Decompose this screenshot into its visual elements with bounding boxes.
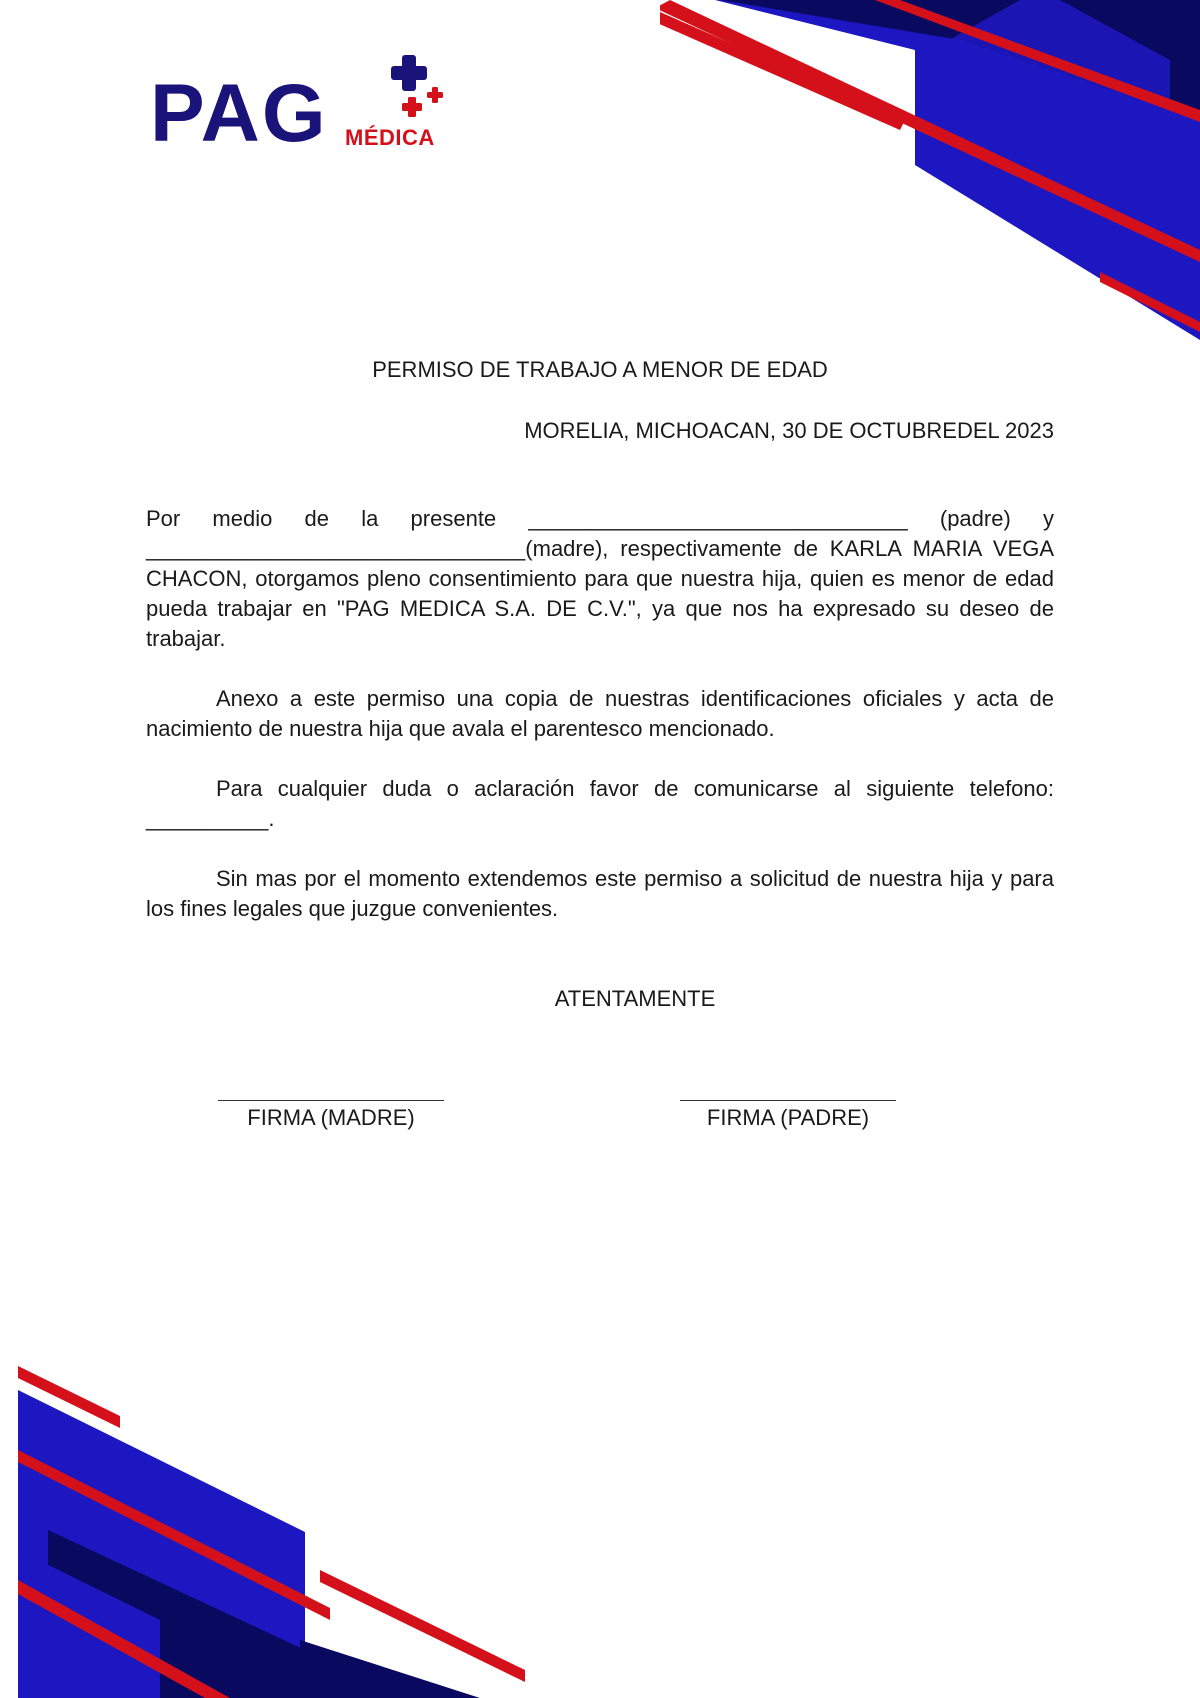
signature-label-madre: FIRMA (MADRE) [247, 1105, 415, 1130]
signature-line [218, 1078, 444, 1101]
closing-salutation: ATENTAMENTE [554, 986, 716, 1011]
document-body [146, 504, 1054, 954]
paragraph-closing: Sin mas por el momento extendemos este permiso a solicitud de nuestra hija y para los fines legales que juzgue convenientes. [146, 866, 1054, 921]
logo-medica-text: MÉDICA [345, 125, 435, 150]
signature-block-madre [218, 1078, 444, 1131]
logo-pag-text: PAG [150, 68, 328, 159]
document-title: PERMISO DE TRABAJO A MENOR DE EDAD [372, 357, 828, 382]
paragraph-contact: Para cualquier duda o aclaración favor de comunicarse al siguiente telefono: __________. [146, 776, 1054, 831]
signature-line [680, 1078, 896, 1101]
place-date: MORELIA, MICHOACAN, 30 DE OCTUBREDEL 2023 [524, 418, 1054, 443]
signature-label-padre: FIRMA (PADRE) [706, 1105, 870, 1130]
signature-block-padre [680, 1078, 896, 1131]
medical-cross-icon [388, 55, 450, 125]
top-right-decoration [660, 0, 1200, 340]
paragraph-consent: Por medio de la presente _______________________________ (padre) y _______________________________(madre), respectivamente de KARLA MARIA VEGA CHACON, otorgamos pleno consentimiento para que nuestra hija, quien es menor de edad pueda trabajar en "PAG MEDICA S.A. DE C.V.", ya que nos ha expresado su deseo de trabajar. [146, 506, 1054, 651]
company-logo [150, 55, 460, 160]
bottom-left-decoration [0, 1350, 540, 1698]
paragraph-annex: Anexo a este permiso una copia de nuestras identificaciones oficiales y acta de nacimiento de nuestra hija que avala el parentesco mencionado. [146, 686, 1054, 741]
